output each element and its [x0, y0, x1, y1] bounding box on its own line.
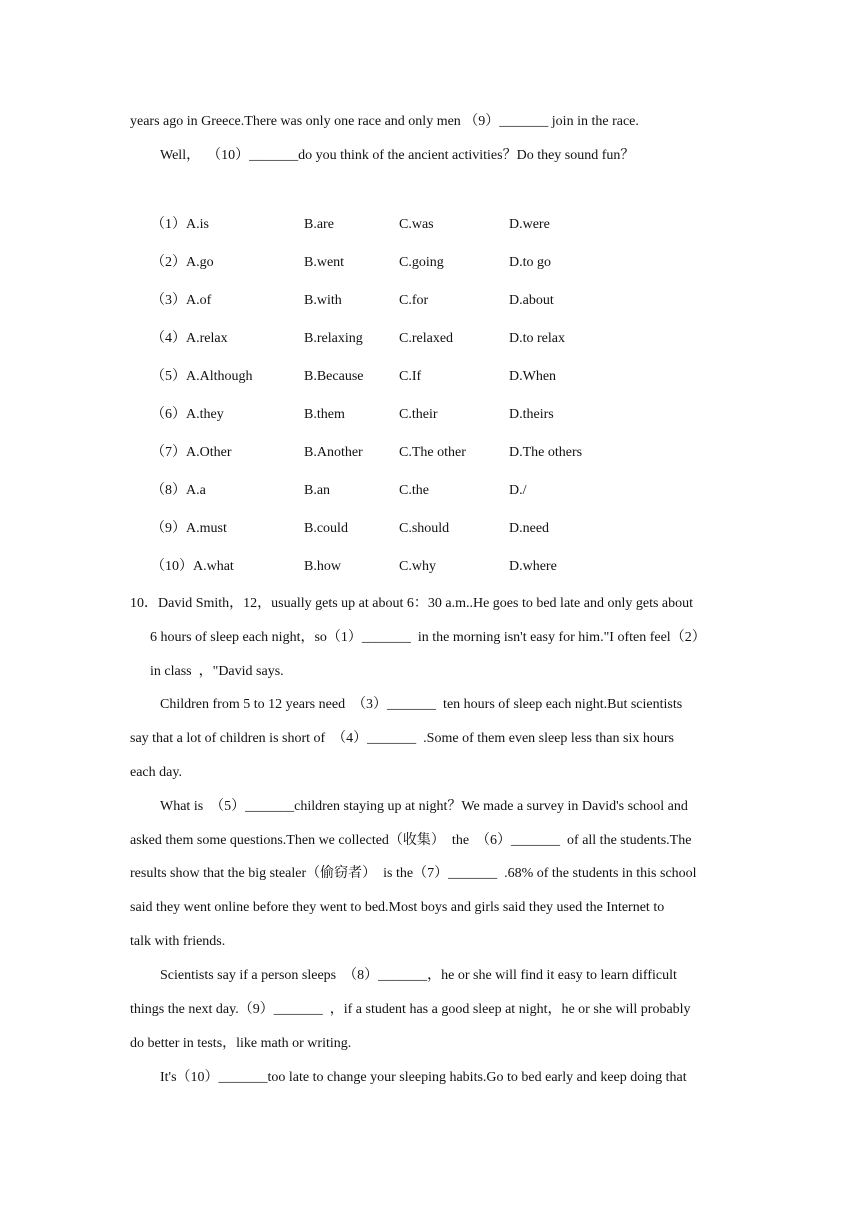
option-c: C.for	[399, 293, 429, 308]
option-c: C.relaxed	[399, 331, 454, 346]
option-d: D.about	[509, 293, 554, 308]
option-b: B.how	[304, 559, 341, 574]
passage-line: What is （5）_______children staying up at night？We made a survey in David's school and	[160, 799, 688, 814]
option-c: C.The other	[399, 445, 466, 460]
option-c: C.the	[399, 483, 429, 498]
passage-line: years ago in Greece.There was only one race and only men （9）_______ join in the race.	[130, 114, 639, 129]
passage-line: say that a lot of children is short of （4）_______ .Some of them even sleep less than six hours	[130, 731, 674, 746]
passage-line: It's（10）_______too late to change your sleeping habits.Go to bed early and keep doing that	[160, 1070, 687, 1085]
option-b: B.them	[304, 407, 345, 422]
option-b: B.went	[304, 255, 345, 270]
option-d: D.were	[509, 217, 550, 232]
option-b: B.Another	[304, 445, 363, 460]
option-c: C.going	[399, 255, 444, 270]
passage-line: results show that the big stealer（偷窃者） is the（7）_______ .68% of the students in this school	[130, 866, 697, 881]
option-number: （6）A.they	[151, 407, 224, 422]
passage-line: Children from 5 to 12 years need （3）_______ ten hours of sleep each night.But scientists	[160, 697, 683, 712]
option-b: B.could	[304, 521, 348, 536]
option-number: （4）A.relax	[151, 331, 228, 346]
passage-line: 6 hours of sleep each night，so（1）_______ in the morning isn't easy for him."I often feel（2）	[150, 630, 706, 645]
passage-line: Well， （10）_______do you think of the ancient activities？Do they sound fun？	[160, 148, 635, 163]
option-number: （1）A.is	[151, 217, 209, 232]
option-d: D.to relax	[509, 331, 565, 346]
option-c: C.If	[399, 369, 422, 384]
option-d: D.The others	[509, 445, 583, 460]
option-d: D.where	[509, 559, 557, 574]
passage-line: Scientists say if a person sleeps （8）_______，he or she will find it easy to learn difficult	[160, 968, 677, 983]
option-number: （5）A.Although	[151, 369, 253, 384]
option-b: B.with	[304, 293, 342, 308]
option-c: C.should	[399, 521, 450, 536]
option-c: C.their	[399, 407, 438, 422]
passage-line: said they went online before they went to bed.Most boys and girls said they used the Internet to	[130, 900, 665, 915]
option-number: （9）A.must	[151, 521, 227, 536]
option-number: （8）A.a	[151, 483, 206, 498]
passage-line: each day.	[130, 765, 182, 780]
option-number: （10）A.what	[151, 559, 234, 574]
option-number: （3）A.of	[151, 293, 212, 308]
option-d: D.to go	[509, 255, 551, 270]
option-b: B.relaxing	[304, 331, 363, 346]
option-b: B.are	[304, 217, 334, 232]
question-title: 10．David Smith，12，usually gets up at about 6：30 a.m..He goes to bed late and only gets about	[130, 596, 694, 611]
option-c: C.why	[399, 559, 436, 574]
option-d: D.theirs	[509, 407, 554, 422]
passage-line: in class ，"David says.	[150, 664, 284, 679]
option-c: C.was	[399, 217, 434, 232]
option-number: （2）A.go	[151, 255, 214, 270]
option-d: D./	[509, 483, 527, 498]
option-d: D.need	[509, 521, 550, 536]
passage-line: things the next day.（9）_______ ，if a student has a good sleep at night，he or she will probably	[130, 1002, 691, 1017]
option-d: D.When	[509, 369, 557, 384]
passage-line: do better in tests，like math or writing.	[130, 1036, 352, 1051]
passage-line: talk with friends.	[130, 934, 226, 949]
passage-line: asked them some questions.Then we collected（收集） the （6）_______ of all the students.The	[130, 833, 692, 848]
option-b: B.an	[304, 483, 331, 498]
option-number: （7）A.Other	[151, 445, 232, 460]
option-b: B.Because	[304, 369, 364, 384]
